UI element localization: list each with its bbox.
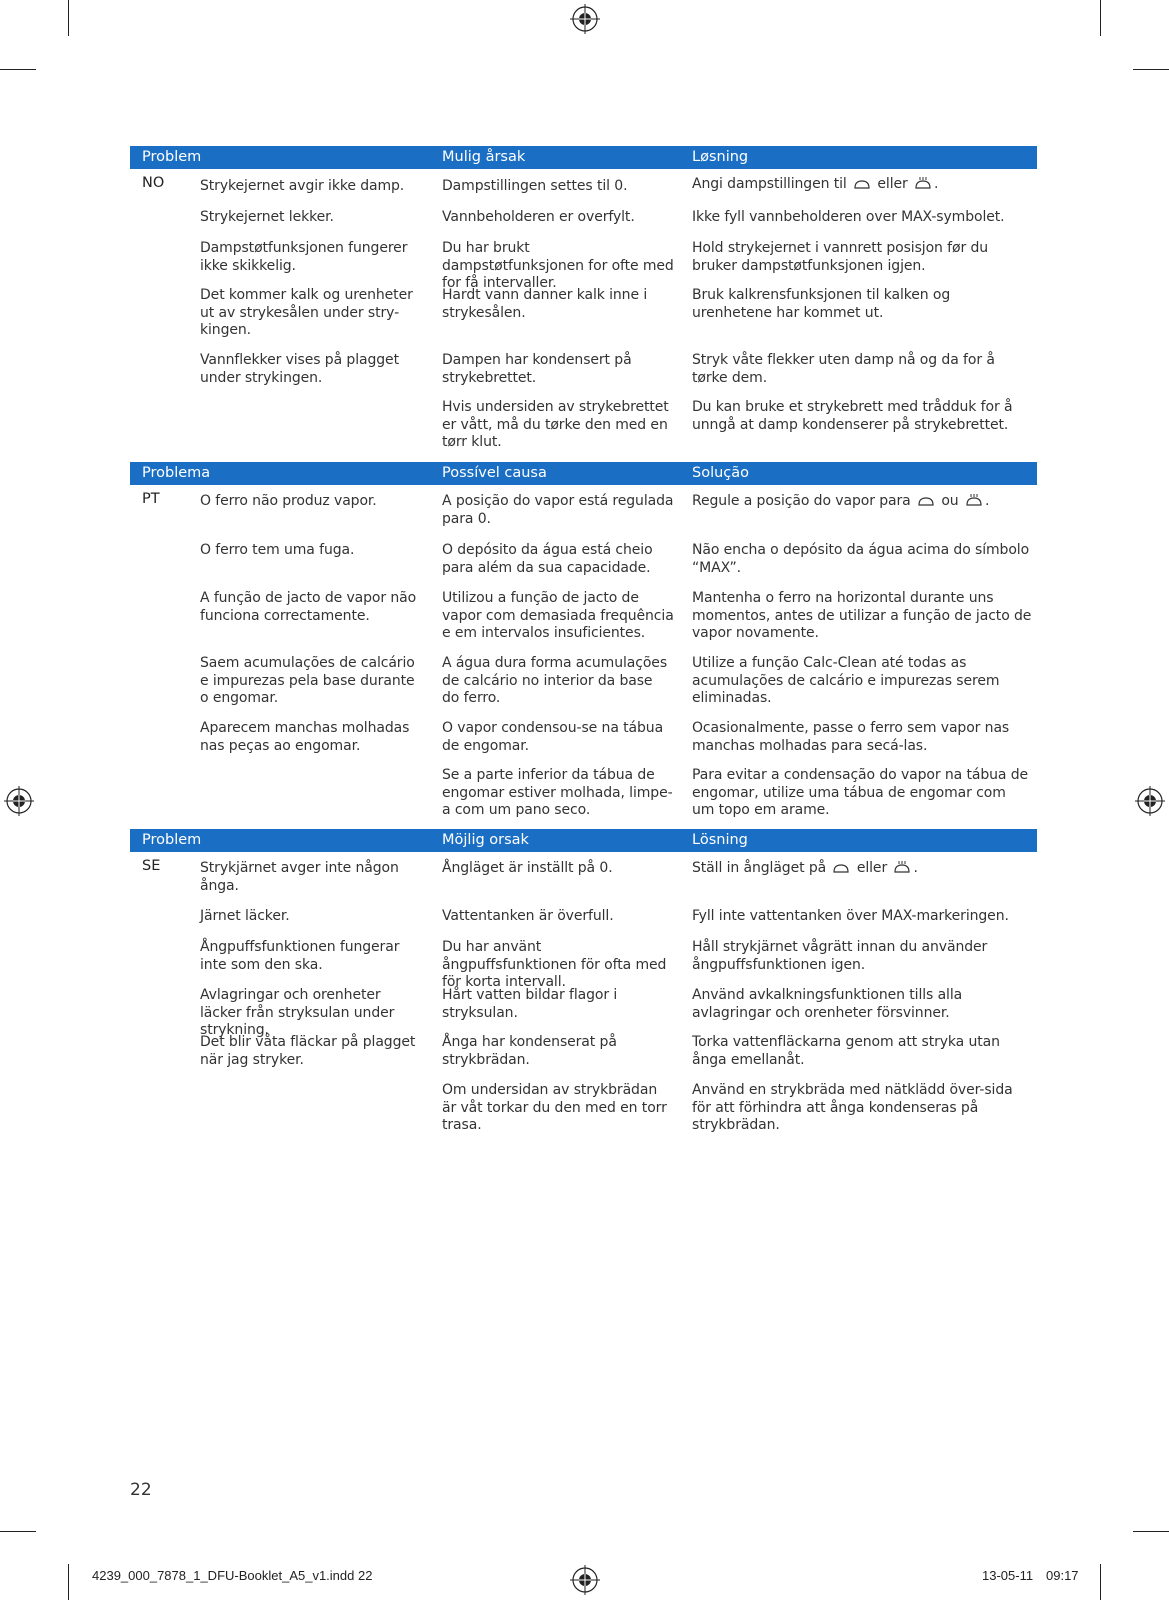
problem-cell: Det kommer kalk og urenheter ut av strykesålen under stry-kingen. (200, 287, 413, 338)
solution-cell: Använd en strykbräda med nätklädd över-sida för att förhindra att ånga kondenseras på strykbrädan. (692, 1082, 1013, 1133)
problem-cell: O ferro tem uma fuga. (200, 542, 355, 558)
solution-text: Regule a posição do vapor para (692, 493, 911, 509)
table-header (130, 146, 1037, 169)
language-code: SE (142, 858, 161, 874)
solution-cell (692, 176, 1032, 194)
solution-text: eller (856, 860, 888, 876)
header-cause: Possível causa (442, 465, 547, 481)
solution-cell: Mantenha o ferro na horizontal durante uns momentos, antes de utilizar a função de jacto de vapor novamente. (692, 590, 1032, 641)
header-problem: Problema (142, 465, 211, 481)
footer-filename: 4239_000_7878_1_DFU-Booklet_A5_v1.indd 22 (92, 1568, 373, 1583)
header-solution: Solução (692, 465, 750, 481)
solution-cell: Använd avkalkningsfunktionen tills alla avlagringar och orenheter försvinner. (692, 987, 963, 1021)
steam-high-icon (914, 176, 932, 190)
solution-cell (692, 493, 1032, 511)
registration-mark-icon (1135, 786, 1165, 816)
solution-text: Ställ in ångläget på (692, 860, 827, 876)
crop-mark (1100, 0, 1101, 36)
solution-cell: Bruk kalkrensfunksjonen til kalken og urenhetene har kommet ut. (692, 287, 951, 321)
crop-mark (68, 1564, 69, 1600)
page-number: 22 (130, 1480, 152, 1500)
solution-cell: Ikke fyll vannbeholderen over MAX-symbolet. (692, 209, 1005, 225)
problem-cell: Vannflekker vises på plagget under strykingen. (200, 352, 399, 386)
problem-cell: Dampstøtfunksjonen fungerer ikke skikkelig. (200, 240, 408, 274)
registration-mark-icon (4, 786, 34, 816)
cause-cell: O vapor condensou-se na tábua de engomar. (442, 720, 664, 754)
cause-cell: A água dura forma acumulações de calcário no interior da base do ferro. (442, 655, 668, 706)
cause-cell: Se a parte inferior da tábua de engomar estiver molhada, limpe-a com um pano seco. (442, 767, 673, 818)
solution-text: eller (877, 176, 908, 192)
crop-mark (1100, 1564, 1101, 1600)
steam-high-icon (965, 493, 983, 507)
crop-mark (1133, 69, 1169, 70)
cause-cell: Du har brukt dampstøtfunksjonen for ofte med for få intervaller. (442, 240, 674, 291)
solution-cell (692, 860, 1032, 878)
table-header (130, 829, 1037, 852)
cause-cell: Hårt vatten bildar flagor i stryksulan. (442, 987, 618, 1021)
crop-mark (1133, 1531, 1169, 1532)
solution-cell: Fyll inte vattentanken över MAX-markeringen. (692, 908, 1009, 924)
solution-cell: Para evitar a condensação do vapor na tábua de engomar, utilize uma tábua de engomar com um topo em arame. (692, 767, 1029, 818)
problem-cell: Aparecem manchas molhadas nas peças ao engomar. (200, 720, 410, 754)
registration-mark-icon (570, 4, 600, 34)
cause-cell: Du har använt ångpuffsfunktionen för ofta med för korta intervall. (442, 939, 667, 990)
section-pt (130, 462, 1037, 829)
table-header (130, 462, 1037, 485)
header-problem: Problem (142, 149, 202, 165)
solution-cell: Hold strykejernet i vannrett posisjon før du bruker dampstøtfunksjonen igjen. (692, 240, 989, 274)
crop-mark (0, 69, 36, 70)
cause-cell: Hardt vann danner kalk inne i strykesålen. (442, 287, 648, 321)
cause-cell: Vattentanken är överfull. (442, 908, 614, 924)
section-no (130, 146, 1037, 462)
solution-text: . (913, 860, 918, 876)
solution-cell: Utilize a função Calc-Clean até todas as acumulações de calcário e impurezas serem eliminadas. (692, 655, 1000, 706)
footer-date: 13-05-11 (982, 1568, 1034, 1583)
problem-cell: Avlagringar och orenheter läcker från stryksulan under strykning. (200, 987, 395, 1038)
header-solution: Løsning (692, 149, 749, 165)
crop-mark (0, 1531, 36, 1532)
footer-time: 09:17 (1046, 1568, 1079, 1583)
solution-text: ou (941, 493, 959, 509)
problem-cell: Ångpuffsfunktionen fungerar inte som den ska. (200, 939, 400, 973)
language-code: NO (142, 175, 165, 191)
header-cause: Mulig årsak (442, 149, 526, 165)
language-code: PT (142, 491, 160, 507)
problem-cell: A função de jacto de vapor não funciona correctamente. (200, 590, 417, 624)
problem-cell: Det blir våta fläckar på plagget när jag stryker. (200, 1034, 416, 1068)
solution-text: Angi dampstillingen til (692, 176, 847, 192)
steam-low-icon (917, 495, 935, 507)
solution-cell: Stryk våte flekker uten damp nå og da for å tørke dem. (692, 352, 995, 386)
header-cause: Möjlig orsak (442, 832, 529, 848)
cause-cell: O depósito da água está cheio para além da sua capacidade. (442, 542, 653, 576)
registration-mark-icon (570, 1565, 600, 1595)
cause-cell: Ånga har kondenserat på strykbrädan. (442, 1034, 617, 1068)
solution-cell: Ocasionalmente, passe o ferro sem vapor nas manchas molhadas para secá-las. (692, 720, 1010, 754)
solution-cell: Torka vattenfläckarna genom att stryka utan ånga emellanåt. (692, 1034, 1000, 1068)
solution-text: . (934, 176, 939, 192)
problem-cell: Strykejernet avgir ikke damp. (200, 178, 405, 194)
cause-cell: Utilizou a função de jacto de vapor com demasiada frequência e em intervalos insuficientes. (442, 590, 674, 641)
steam-high-icon (893, 860, 911, 874)
solution-text: . (984, 493, 990, 509)
cause-cell: Ångläget är inställt på 0. (442, 860, 613, 876)
crop-mark (68, 0, 69, 36)
cause-cell: A posição do vapor está regulada para 0. (442, 493, 674, 527)
solution-cell: Não encha o depósito da água acima do símbolo “MAX”. (692, 542, 1030, 576)
cause-cell: Om undersidan av strykbrädan är våt torkar du den med en torr trasa. (442, 1082, 667, 1133)
problem-cell: Järnet läcker. (200, 908, 290, 924)
header-solution: Lösning (692, 832, 748, 848)
problem-cell: Strykejernet lekker. (200, 209, 334, 225)
steam-low-icon (853, 178, 871, 190)
steam-low-icon (832, 862, 850, 874)
problem-cell: O ferro não produz vapor. (200, 493, 377, 509)
solution-cell: Håll strykjärnet vågrätt innan du använder ångpuffsfunktionen igen. (692, 939, 988, 973)
solution-cell: Du kan bruke et strykebrett med trådduk for å unngå at damp kondenserer på strykebrettet. (692, 399, 1013, 433)
problem-cell: Strykjärnet avger inte någon ånga. (200, 860, 399, 894)
troubleshooting-table (130, 146, 1037, 1149)
cause-cell: Hvis undersiden av strykebrettet er vått, må du tørke den med en tørr klut. (442, 399, 669, 450)
section-se (130, 829, 1037, 1149)
cause-cell: Vannbeholderen er overfylt. (442, 209, 635, 225)
header-problem: Problem (142, 832, 202, 848)
problem-cell: Saem acumulações de calcário e impurezas pela base durante o engomar. (200, 655, 415, 706)
cause-cell: Dampen har kondensert på strykebrettet. (442, 352, 632, 386)
cause-cell: Dampstillingen settes til 0. (442, 178, 628, 194)
